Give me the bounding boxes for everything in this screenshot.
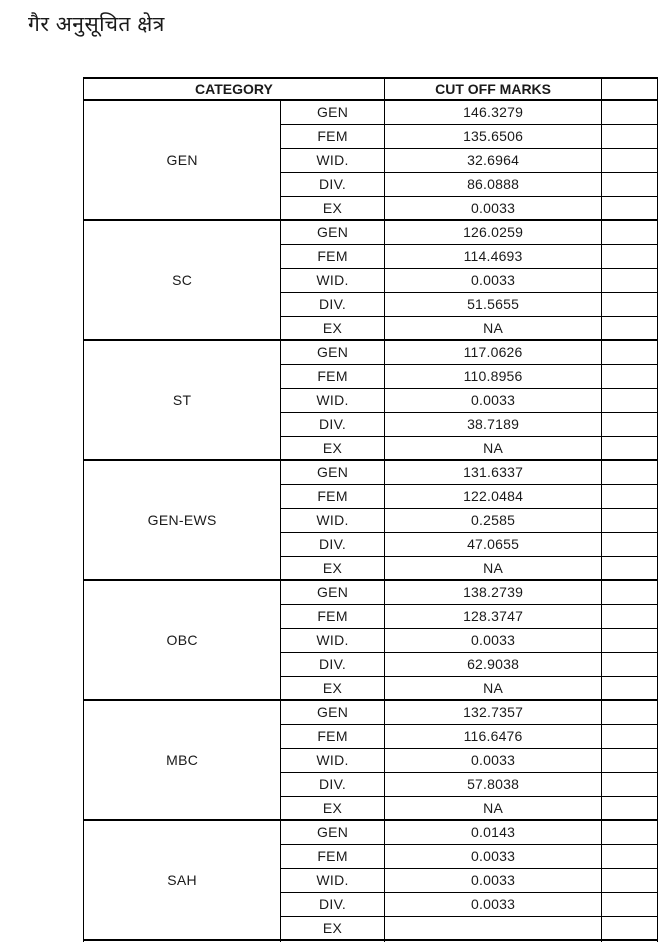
cutoff-value-cell: 62.9038: [384, 652, 601, 676]
sub-category-cell: GEN: [281, 220, 385, 244]
cutoff-value-cell: 32.6964: [384, 148, 601, 172]
truncated-column-cell: [602, 100, 658, 124]
truncated-column-cell: [602, 484, 658, 508]
truncated-column-cell: [602, 724, 658, 748]
truncated-column-cell: [602, 700, 658, 724]
sub-category-cell: GEN: [281, 700, 385, 724]
cutoff-value-cell: 122.0484: [384, 484, 601, 508]
truncated-column-cell: [602, 532, 658, 556]
truncated-column-cell: [602, 244, 658, 268]
cutoff-value-cell: 51.5655: [384, 292, 601, 316]
sub-category-cell: WID.: [281, 508, 385, 532]
cutoff-marks-table: [83, 77, 658, 942]
cutoff-value-cell: 0.0033: [384, 196, 601, 220]
cutoff-value-cell: 0.2585: [384, 508, 601, 532]
table-row: [84, 100, 658, 124]
sub-category-cell: EX: [281, 436, 385, 460]
truncated-column-cell: [602, 772, 658, 796]
truncated-column-cell: [602, 340, 658, 364]
category-cell: GEN: [84, 100, 281, 220]
sub-category-cell: DIV.: [281, 412, 385, 436]
sub-category-cell: DIV.: [281, 652, 385, 676]
sub-category-cell: FEM: [281, 484, 385, 508]
truncated-column-cell: [602, 844, 658, 868]
truncated-column-cell: [602, 604, 658, 628]
truncated-column-cell: [602, 508, 658, 532]
cutoff-value-cell: 0.0033: [384, 892, 601, 916]
sub-category-cell: DIV.: [281, 532, 385, 556]
category-cell: GEN-EWS: [84, 460, 281, 580]
sub-category-cell: WID.: [281, 868, 385, 892]
cutoff-value-cell: [384, 916, 601, 940]
cutoff-value-cell: 0.0033: [384, 628, 601, 652]
truncated-column-cell: [602, 868, 658, 892]
sub-category-cell: EX: [281, 796, 385, 820]
truncated-column-cell: [602, 892, 658, 916]
category-column-header: CATEGORY: [84, 78, 385, 100]
sub-category-cell: DIV.: [281, 172, 385, 196]
cutoff-value-cell: 57.8038: [384, 772, 601, 796]
truncated-column-cell: [602, 172, 658, 196]
cutoff-value-cell: NA: [384, 316, 601, 340]
cutoff-value-cell: 128.3747: [384, 604, 601, 628]
truncated-column-cell: [602, 124, 658, 148]
sub-category-cell: GEN: [281, 100, 385, 124]
sub-category-cell: FEM: [281, 124, 385, 148]
sub-category-cell: EX: [281, 196, 385, 220]
truncated-column-cell: [602, 292, 658, 316]
sub-category-cell: WID.: [281, 748, 385, 772]
sub-category-cell: DIV.: [281, 292, 385, 316]
cutoff-value-cell: 0.0033: [384, 388, 601, 412]
truncated-column-cell: [602, 268, 658, 292]
truncated-column-cell: [602, 676, 658, 700]
cutoff-value-cell: 146.3279: [384, 100, 601, 124]
truncated-column-cell: [602, 556, 658, 580]
sub-category-cell: FEM: [281, 364, 385, 388]
truncated-column-cell: [602, 748, 658, 772]
sub-category-cell: GEN: [281, 820, 385, 844]
cutoff-value-cell: NA: [384, 676, 601, 700]
table-row: [84, 340, 658, 364]
sub-category-cell: DIV.: [281, 892, 385, 916]
table-row: [84, 580, 658, 604]
sub-category-cell: WID.: [281, 148, 385, 172]
sub-category-cell: FEM: [281, 724, 385, 748]
cutoff-value-cell: 126.0259: [384, 220, 601, 244]
truncated-column-header: [602, 78, 658, 100]
truncated-column-cell: [602, 628, 658, 652]
table-header-row: [84, 78, 658, 100]
category-cell: SC: [84, 220, 281, 340]
cutoff-value-cell: 0.0033: [384, 748, 601, 772]
cutoff-value-cell: 138.2739: [384, 580, 601, 604]
cutoff-value-cell: 117.0626: [384, 340, 601, 364]
sub-category-cell: GEN: [281, 580, 385, 604]
truncated-column-cell: [602, 316, 658, 340]
cutoff-value-cell: 110.8956: [384, 364, 601, 388]
table-row: [84, 820, 658, 844]
cutoff-value-cell: 132.7357: [384, 700, 601, 724]
cutoff-value-cell: 86.0888: [384, 172, 601, 196]
sub-category-cell: EX: [281, 316, 385, 340]
truncated-column-cell: [602, 820, 658, 844]
truncated-column-cell: [602, 196, 658, 220]
cutoff-value-cell: 131.6337: [384, 460, 601, 484]
sub-category-cell: GEN: [281, 340, 385, 364]
cutoff-value-cell: NA: [384, 436, 601, 460]
truncated-column-cell: [602, 364, 658, 388]
truncated-column-cell: [602, 388, 658, 412]
cutoff-value-cell: 116.6476: [384, 724, 601, 748]
cutoff-value-cell: 135.6506: [384, 124, 601, 148]
page-title: गैर अनुसूचित क्षेत्र: [28, 13, 165, 36]
truncated-column-cell: [602, 412, 658, 436]
cutoff-value-cell: 0.0143: [384, 820, 601, 844]
truncated-column-cell: [602, 916, 658, 940]
truncated-column-cell: [602, 460, 658, 484]
cutoff-value-cell: 0.0033: [384, 844, 601, 868]
table-row: [84, 460, 658, 484]
sub-category-cell: GEN: [281, 460, 385, 484]
sub-category-cell: WID.: [281, 628, 385, 652]
sub-category-cell: WID.: [281, 268, 385, 292]
category-cell: MBC: [84, 700, 281, 820]
cutoff-value-cell: 0.0033: [384, 868, 601, 892]
sub-category-cell: WID.: [281, 388, 385, 412]
cutoff-value-cell: 47.0655: [384, 532, 601, 556]
cutoff-value-cell: 114.4693: [384, 244, 601, 268]
cutoff-value-cell: 0.0033: [384, 268, 601, 292]
table-row: [84, 700, 658, 724]
sub-category-cell: EX: [281, 916, 385, 940]
category-cell: ST: [84, 340, 281, 460]
sub-category-cell: FEM: [281, 844, 385, 868]
cutoff-value-cell: NA: [384, 556, 601, 580]
sub-category-cell: FEM: [281, 244, 385, 268]
cutoff-value-cell: NA: [384, 796, 601, 820]
truncated-column-cell: [602, 580, 658, 604]
table-body: [84, 100, 658, 942]
sub-category-cell: FEM: [281, 604, 385, 628]
cutoff-marks-column-header: CUT OFF MARKS: [384, 78, 601, 100]
truncated-column-cell: [602, 652, 658, 676]
sub-category-cell: DIV.: [281, 772, 385, 796]
cutoff-value-cell: 38.7189: [384, 412, 601, 436]
sub-category-cell: EX: [281, 556, 385, 580]
truncated-column-cell: [602, 796, 658, 820]
category-cell: OBC: [84, 580, 281, 700]
truncated-column-cell: [602, 220, 658, 244]
sub-category-cell: EX: [281, 676, 385, 700]
category-cell: SAH: [84, 820, 281, 940]
table-row: [84, 220, 658, 244]
truncated-column-cell: [602, 148, 658, 172]
truncated-column-cell: [602, 436, 658, 460]
